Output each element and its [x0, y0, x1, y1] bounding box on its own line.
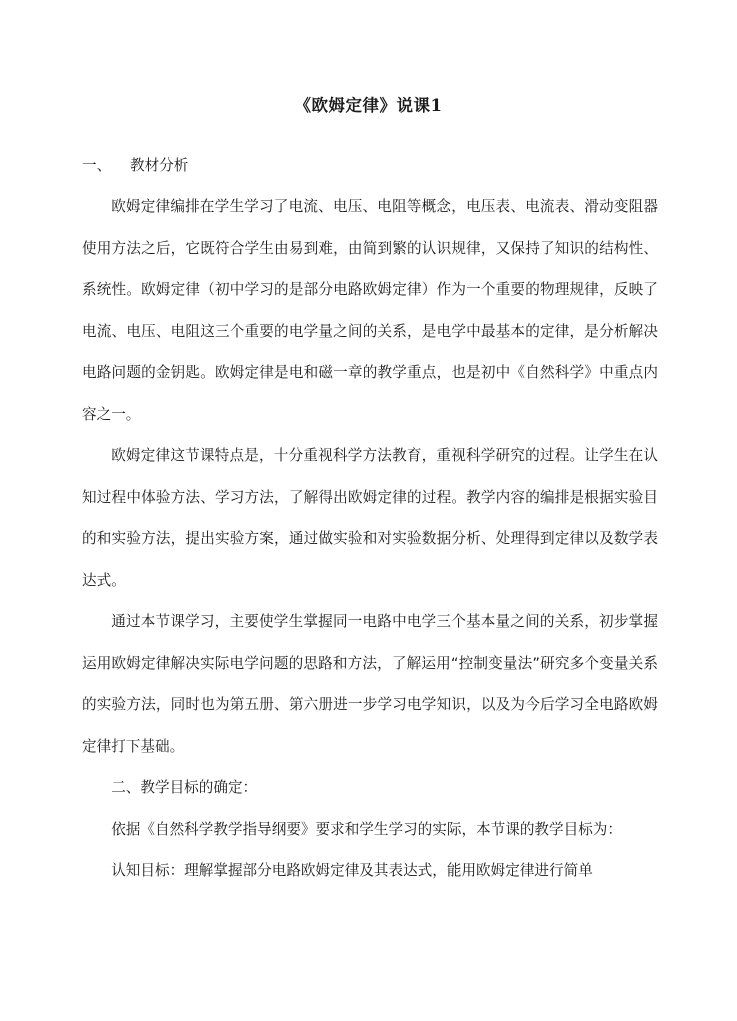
paragraph-lesson-features: 欧姆定律这节课特点是，十分重视科学方法教育，重视科学研究的过程。让学生在认知过程中体验方法、学习方法，了解得出欧姆定律的过程。教学内容的编排是根据实验目的和实验方法，提出实验方案，通过做实验和对实验数据分析、处理得到定律以及数学表达式。	[82, 447, 658, 589]
paragraph-cognitive-objective: 认知目标：理解掌握部分电路欧姆定律及其表达式，能用欧姆定律进行简单	[111, 862, 593, 879]
section-heading-objectives: 二、教学目标的确定：	[111, 779, 258, 796]
section-heading-text: 教材分析	[130, 157, 189, 174]
paragraph-objectives-basis: 依据《自然科学教学指导纲要》要求和学生学习的实际，本节课的教学目标为：	[111, 820, 622, 838]
paragraph-learning-outcomes: 通过本节课学习，主要使学生掌握同一电路中电学三个基本量之间的关系，初步掌握运用欧姆定律解决实际电学问题的思路和方法，了解运用“控制变量法”研究多个变量关系的实验方法，同时也为第五册、第六册进一步学习电学知识，以及为今后学习全电路欧姆定律打下基础。	[82, 613, 658, 755]
section-number: 一、	[82, 157, 112, 174]
document-body	[82, 186, 658, 892]
section-heading-materials	[82, 152, 188, 180]
document-title: 《欧姆定律》说课1	[294, 96, 443, 115]
paragraph-materials-overview: 欧姆定律编排在学生学习了电流、电压、电阻等概念，电压表、电流表、滑动变阻器使用方法之后，它既符合学生由易到难，由简到繁的认识规律，又保持了知识的结构性、系统性。欧姆定律（初中学习的是部分电路欧姆定律）作为一个重要的物理规律，反映了电流、电压、电阻这三个重要的电学量之间的关系，是电学中最基本的定律，是分析解决电路问题的金钥匙。欧姆定律是电和磁一章的教学重点，也是初中《自然科学》中重点内容之一。	[82, 198, 658, 423]
